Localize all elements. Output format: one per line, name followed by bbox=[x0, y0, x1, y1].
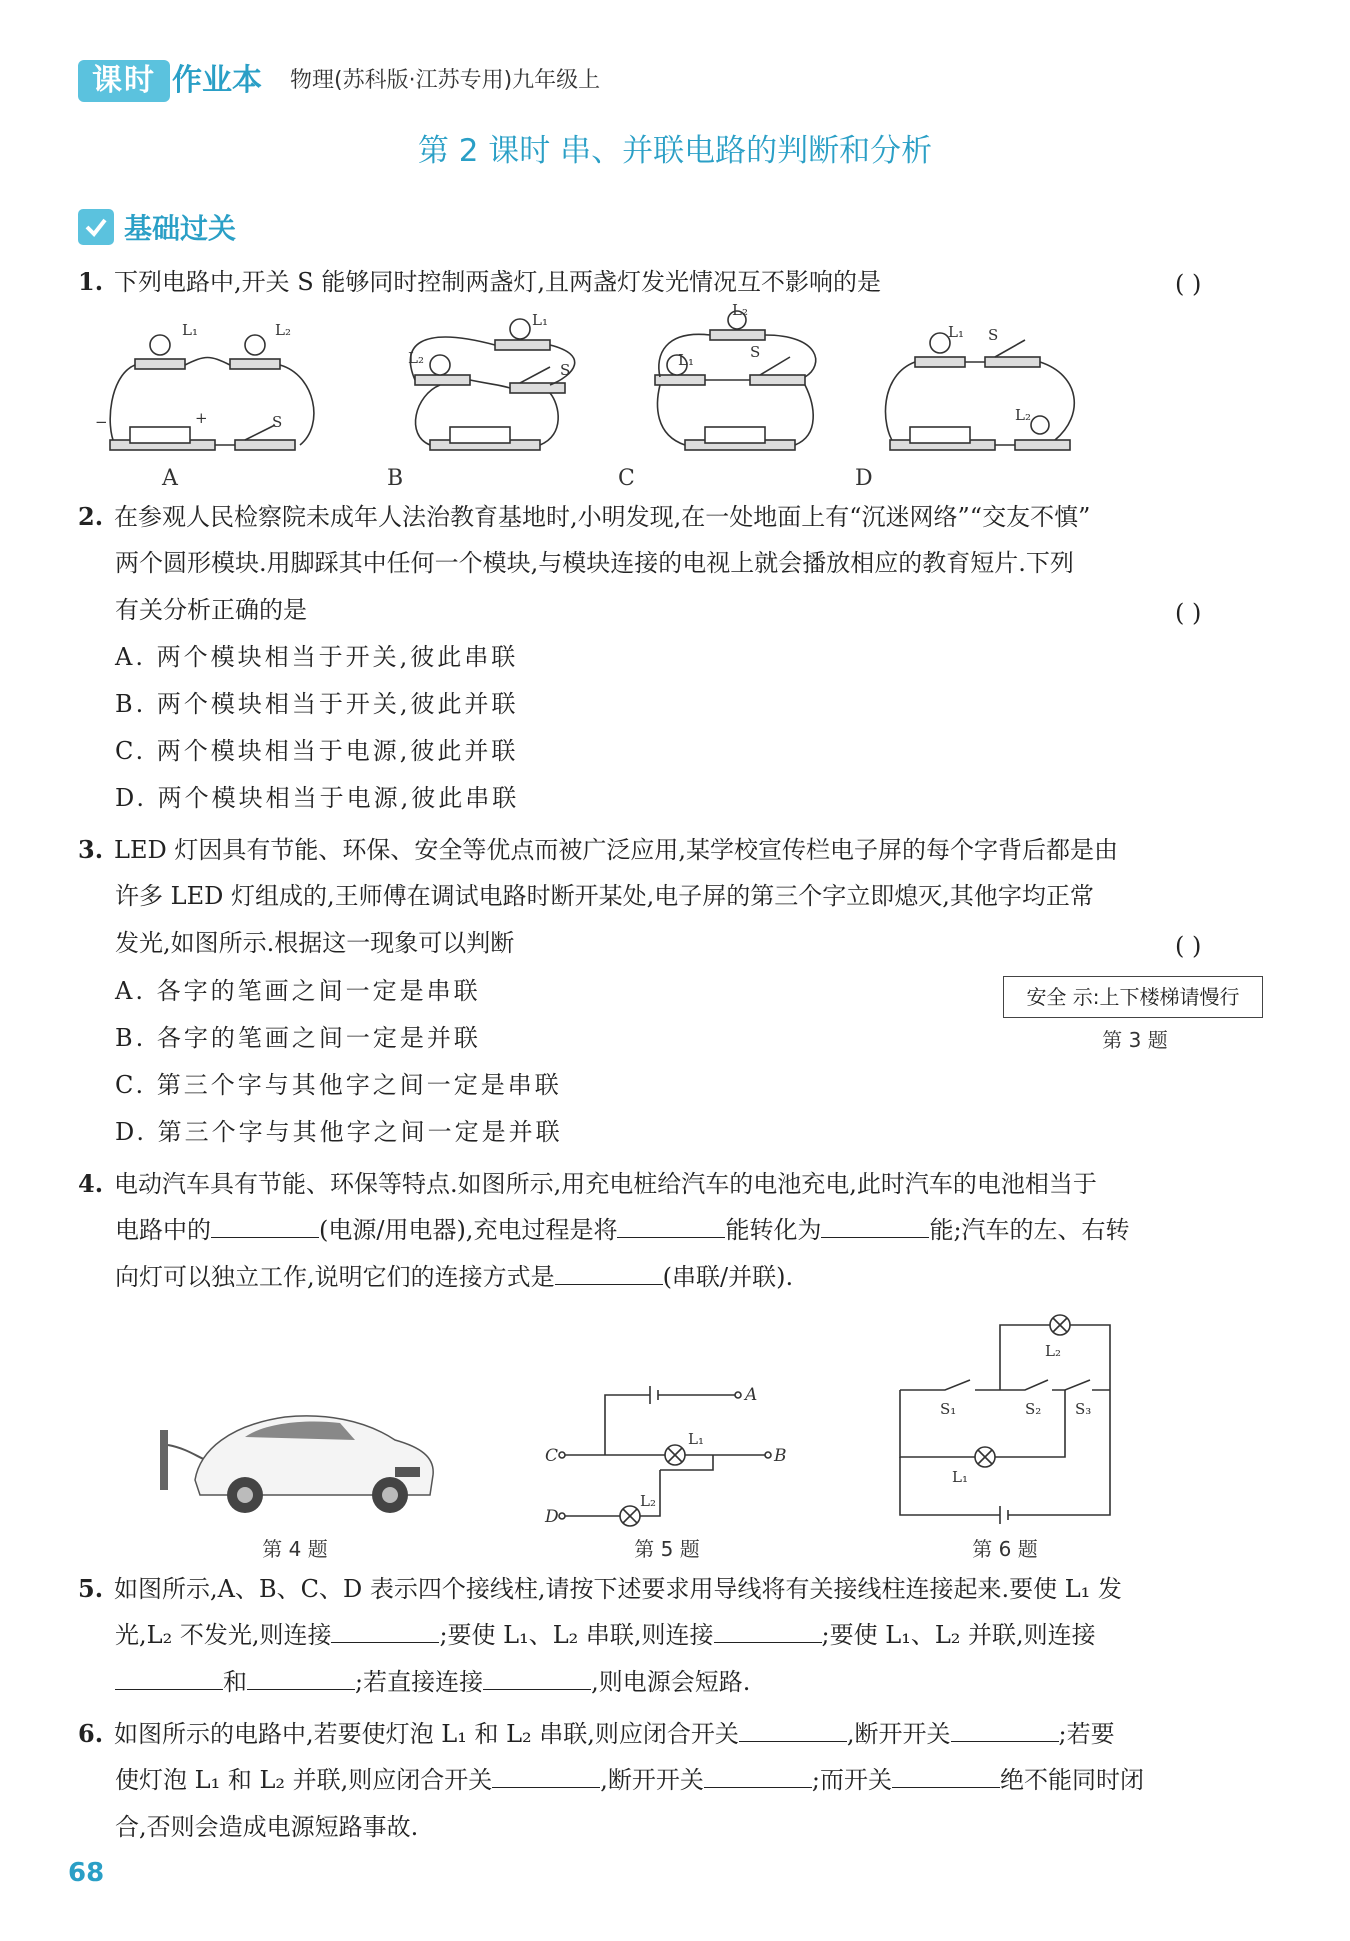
question-text: 下列电路中,开关 S 能够同时控制两盏灯,且两盏灯发光情况互不影响的是 bbox=[114, 268, 881, 296]
text-segment: 光,L₂ 不发光,则连接 bbox=[115, 1621, 332, 1649]
label-a-minus: − bbox=[95, 413, 108, 431]
question-text-line-1: 如图所示,A、B、C、D 表示四个接线柱,请按下述要求用导线将有关接线柱连接起来.要使 L₁ 发 bbox=[114, 1575, 1122, 1603]
question-text-line-3: 合,否则会造成电源短路事故. bbox=[115, 1813, 419, 1841]
figure-caption-6: 第 6 题 bbox=[972, 1537, 1038, 1561]
answer-blank[interactable] bbox=[714, 1616, 822, 1643]
brand-logo-box: 课时 bbox=[78, 60, 170, 102]
label-a-L2: L₂ bbox=[275, 321, 291, 339]
question-number: 6. bbox=[78, 1719, 104, 1748]
text-segment: 能转化为 bbox=[725, 1216, 822, 1244]
answer-paren: ( ) bbox=[1175, 270, 1202, 298]
option-d: D. 两个模块相当于电源,彼此串联 bbox=[115, 784, 520, 812]
option-a: A. 两个模块相当于开关,彼此串联 bbox=[115, 643, 519, 671]
text-segment: 电路中的 bbox=[115, 1216, 211, 1244]
lamp-l1-label: L₁ bbox=[688, 1430, 704, 1448]
answer-paren: ( ) bbox=[1175, 932, 1202, 960]
answer-blank[interactable] bbox=[821, 1211, 929, 1238]
question-text-line-2 bbox=[115, 1612, 1265, 1659]
answer-paren: ( ) bbox=[1175, 599, 1202, 627]
question-1 bbox=[78, 258, 1268, 306]
section-label: 基础过关 bbox=[124, 212, 237, 245]
question-text-line-2 bbox=[115, 1757, 1265, 1804]
question-number: 2. bbox=[78, 502, 104, 531]
answer-blank[interactable] bbox=[555, 1258, 663, 1285]
text-segment: 如图所示的电路中,若要使灯泡 L₁ 和 L₂ 串联,则应闭合开关 bbox=[114, 1720, 739, 1748]
brand-title: 作业本 bbox=[172, 63, 262, 98]
question-text-line-3 bbox=[115, 1659, 1265, 1706]
label-c-L2: L₂ bbox=[732, 301, 748, 319]
text-segment: 和 bbox=[223, 1668, 247, 1696]
question-6 bbox=[78, 1710, 1268, 1758]
checkmark-icon bbox=[78, 209, 114, 245]
answer-blank[interactable] bbox=[115, 1663, 223, 1690]
switch-s2-label: S₂ bbox=[1025, 1400, 1042, 1418]
question-text-line-2: 许多 LED 灯组成的,王师傅在调试电路时断开某处,电子屏的第三个字立即熄灭,其他字均正常 bbox=[115, 882, 1094, 910]
text-segment: ;要使 L₁、L₂ 并联,则连接 bbox=[821, 1621, 1096, 1649]
terminal-d-label: D bbox=[545, 1507, 559, 1527]
label-b-L2: L₂ bbox=[408, 349, 424, 367]
label-d-L2: L₂ bbox=[1015, 406, 1031, 424]
diagram-label-b: B bbox=[387, 466, 404, 491]
text-segment: 能;汽车的左、右转 bbox=[929, 1216, 1130, 1244]
label-a-L1: L₁ bbox=[182, 321, 198, 339]
question-text-line-3 bbox=[115, 1254, 1265, 1301]
question-text-line-2: 两个圆形模块.用脚踩其中任何一个模块,与模块连接的电视上就会播放相应的教育短片.下列 bbox=[115, 549, 1074, 577]
option-d: D. 第三个字与其他字之间一定是并联 bbox=[115, 1118, 563, 1146]
label-c-S: S bbox=[750, 343, 761, 361]
figure-caption-5: 第 5 题 bbox=[634, 1537, 700, 1561]
text-segment: ;要使 L₁、L₂ 串联,则连接 bbox=[439, 1621, 714, 1649]
answer-blank[interactable] bbox=[331, 1616, 439, 1643]
terminal-b-label: B bbox=[774, 1446, 787, 1466]
question-text-line-3: 有关分析正确的是 bbox=[115, 596, 307, 624]
circuit-a bbox=[110, 335, 314, 450]
option-a: A. 各字的笔画之间一定是串联 bbox=[115, 977, 481, 1005]
text-segment: ;若直接连接 bbox=[355, 1668, 484, 1696]
terminal-c-label: C bbox=[545, 1446, 559, 1466]
label-a-plus: + bbox=[195, 409, 208, 427]
book-info: 物理(苏科版·江苏专用)九年级上 bbox=[290, 68, 601, 93]
figure-6-circuit bbox=[890, 1310, 1120, 1530]
diagram-label-a: A bbox=[162, 466, 178, 491]
answer-blank[interactable] bbox=[951, 1715, 1059, 1742]
page-number: 68 bbox=[68, 1858, 105, 1888]
answer-blank[interactable] bbox=[739, 1715, 847, 1742]
answer-blank[interactable] bbox=[617, 1211, 725, 1238]
lamp-l2-label: L₂ bbox=[640, 1492, 656, 1510]
switch-s1-label: S₁ bbox=[940, 1400, 957, 1418]
question-text-line-2 bbox=[115, 1207, 1265, 1254]
question-text-line-1: 在参观人民检察院未成年人法治教育基地时,小明发现,在一处地面上有“沉迷网络”“交友不慎” bbox=[114, 503, 1091, 531]
answer-blank[interactable] bbox=[704, 1761, 812, 1788]
text-segment: ,则电源会短路. bbox=[591, 1668, 751, 1696]
lamp-l2-label: L₂ bbox=[1045, 1342, 1061, 1360]
text-segment: 绝不能同时闭 bbox=[1000, 1766, 1144, 1794]
answer-blank[interactable] bbox=[211, 1211, 319, 1238]
question-text-line-3: 发光,如图所示.根据这一现象可以判断 bbox=[115, 929, 515, 957]
question-number: 5. bbox=[78, 1574, 104, 1603]
label-d-L1: L₁ bbox=[948, 323, 964, 341]
question-number: 3. bbox=[78, 835, 104, 864]
figure-5-circuit bbox=[540, 1380, 800, 1530]
answer-blank[interactable] bbox=[247, 1663, 355, 1690]
diagram-label-d: D bbox=[855, 466, 873, 491]
text-segment: ,断开开关 bbox=[846, 1720, 951, 1748]
option-b: B. 两个模块相当于开关,彼此并联 bbox=[115, 690, 519, 718]
q1-circuit-diagrams bbox=[95, 301, 1230, 491]
switch-s3-label: S₃ bbox=[1075, 1400, 1092, 1418]
question-5 bbox=[78, 1565, 1268, 1613]
option-c: C. 两个模块相当于电源,彼此并联 bbox=[115, 737, 519, 765]
answer-blank[interactable] bbox=[492, 1761, 600, 1788]
text-segment: 使灯泡 L₁ 和 L₂ 并联,则应闭合开关 bbox=[115, 1766, 493, 1794]
text-segment: ;若要 bbox=[1058, 1720, 1115, 1748]
lamp-l1-label: L₁ bbox=[952, 1468, 968, 1486]
question-4 bbox=[78, 1160, 1268, 1208]
figure-caption-4: 第 4 题 bbox=[262, 1537, 328, 1561]
text-segment: ,断开开关 bbox=[600, 1766, 704, 1794]
option-c: C. 第三个字与其他字之间一定是串联 bbox=[115, 1071, 562, 1099]
question-3 bbox=[78, 826, 1268, 874]
label-b-L1: L₁ bbox=[532, 311, 548, 329]
question-text-line-1: LED 灯因具有节能、环保、安全等优点而被广泛应用,某学校宣传栏电子屏的每个字背后都是由 bbox=[114, 836, 1118, 864]
text-segment: 向灯可以独立工作,说明它们的连接方式是 bbox=[115, 1263, 555, 1291]
figure-caption-3: 第 3 题 bbox=[1102, 1028, 1168, 1052]
led-sign-figure: 安全 示:上下楼梯请慢行 bbox=[1003, 976, 1263, 1018]
answer-blank[interactable] bbox=[483, 1663, 591, 1690]
text-segment: (电源/用电器),充电过程是将 bbox=[319, 1216, 618, 1244]
label-a-S: S bbox=[272, 413, 283, 431]
circuit-c bbox=[655, 311, 816, 450]
circuit-d bbox=[885, 333, 1074, 450]
lesson-title: 第 2 课时 串、并联电路的判断和分析 bbox=[417, 133, 933, 169]
section-heading bbox=[78, 205, 236, 249]
diagram-label-c: C bbox=[618, 466, 635, 491]
option-b: B. 各字的笔画之间一定是并联 bbox=[115, 1024, 481, 1052]
text-segment: (串联/并联). bbox=[662, 1263, 794, 1291]
answer-blank[interactable] bbox=[892, 1761, 1000, 1788]
question-2 bbox=[78, 493, 1268, 541]
question-number: 1. bbox=[78, 267, 104, 296]
question-number: 4. bbox=[78, 1169, 104, 1198]
label-c-L1: L₁ bbox=[678, 351, 694, 369]
circuit-b bbox=[410, 319, 574, 450]
label-b-S: S bbox=[560, 361, 571, 379]
label-d-S: S bbox=[988, 326, 999, 344]
text-segment: ;而开关 bbox=[811, 1766, 892, 1794]
terminal-a-label: A bbox=[745, 1385, 758, 1405]
question-text-line-1: 电动汽车具有节能、环保等特点.如图所示,用充电桩给汽车的电池充电,此时汽车的电池相当于 bbox=[114, 1170, 1097, 1198]
charging-car-figure bbox=[155, 1395, 440, 1515]
